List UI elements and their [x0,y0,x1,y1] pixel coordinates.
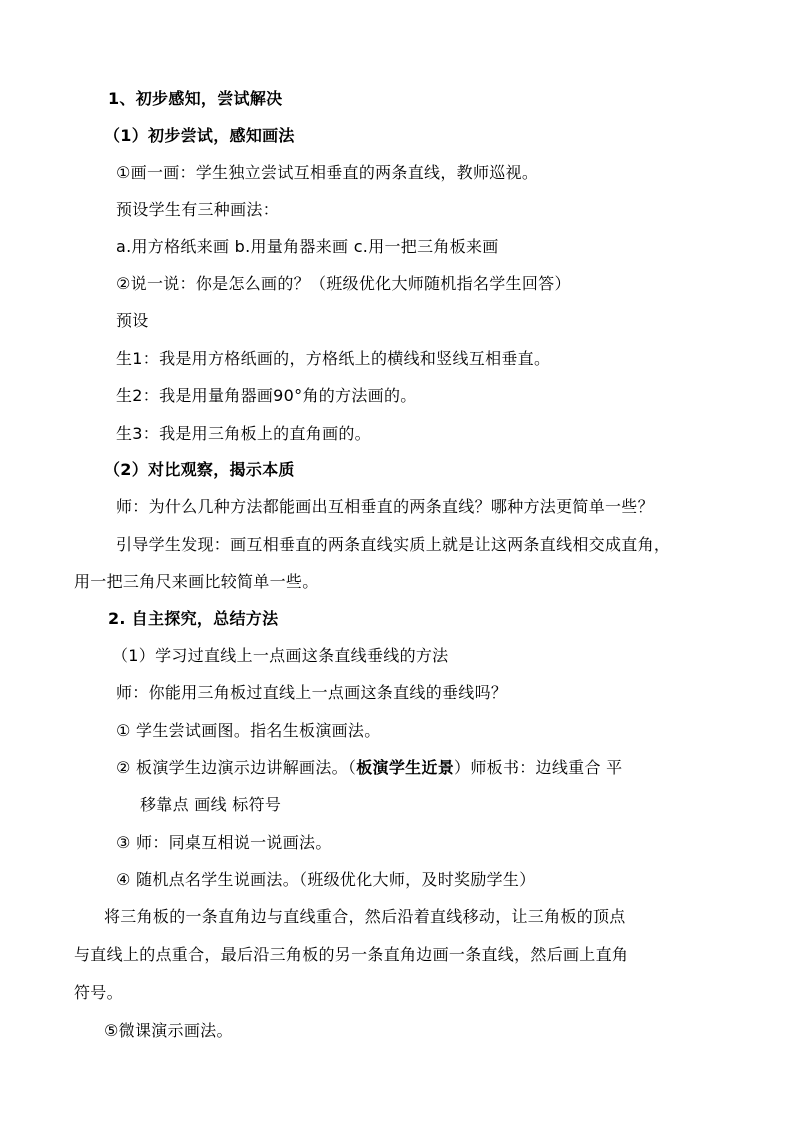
paragraph-line: ③ 师：同桌互相说一说画法。 [116,833,332,852]
paragraph-line: 将三角板的一条直角边与直线重合，然后沿着直线移动，让三角板的顶点 [104,907,626,926]
paragraph-line: 预设学生有三种画法： [116,200,280,219]
paragraph-line: 预设 [116,311,149,330]
paragraph-line: 用一把三角尺来画比较简单一些。 [74,572,319,591]
paragraph-line: 符号。 [74,983,123,1002]
paragraph-line: ① 学生尝试画图。指名生板演画法。 [116,721,381,740]
paragraph-line: 生1：我是用方格纸画的，方格纸上的横线和竖线互相垂直。 [116,349,551,368]
section-1-1-title: （1）初步尝试，感知画法 [104,126,295,145]
paragraph-line: 引导学生发现：画互相垂直的两条直线实质上就是让这两条直线相交成直角， [116,535,671,554]
section-1-title: 1、初步感知，尝试解决 [108,89,283,108]
text-run: ② 板演学生边演示边讲解画法。（ [116,758,357,777]
paragraph-line: 生2：我是用量角器画90°角的方法画的。 [116,386,417,405]
paragraph-line: 师：你能用三角板过直线上一点画这条直线的垂线吗？ [116,683,508,702]
paragraph-line: a.用方格纸来画 b.用量角器来画 c.用一把三角板来画 [116,237,499,256]
paragraph-line: ⑤微课演示画法。 [104,1021,233,1040]
paragraph-line [116,757,622,779]
paragraph-line: 师：为什么几种方法都能画出互相垂直的两条直线？哪种方法更简单一些？ [116,497,654,516]
section-1-2-title: （2）对比观察，揭示本质 [104,460,295,479]
paragraph-line: ②说一说：你是怎么画的？（班级优化大师随机指名学生回答） [116,274,571,293]
paragraph-line: ①画一画：学生独立尝试互相垂直的两条直线，教师巡视。 [116,163,539,182]
paragraph-line: 与直线上的点重合，最后沿三角板的另一条直角边画一条直线，然后画上直角 [74,945,629,964]
bold-text-run: 板演学生近景 [356,758,455,777]
paragraph-line: 生3：我是用三角板上的直角画的。 [116,424,371,443]
text-run: ）师板书：边线重合 平 [454,758,623,777]
section-2-1-title: （1）学习过直线上一点画这条直线垂线的方法 [112,646,449,665]
paragraph-line: 移靠点 画线 标符号 [140,795,282,814]
section-2-title: 2. 自主探究，总结方法 [108,609,279,628]
paragraph-line: ④ 随机点名学生说画法。（班级优化大师，及时奖励学生） [116,870,536,889]
